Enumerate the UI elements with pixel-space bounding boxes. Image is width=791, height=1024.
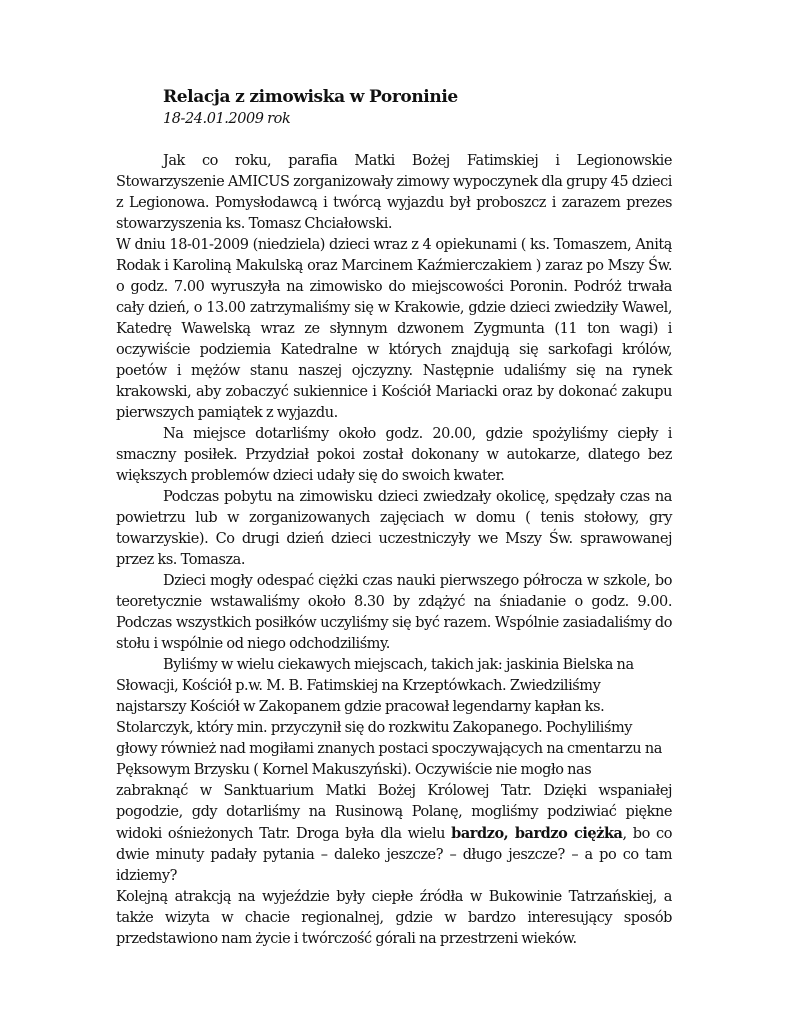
paragraph-5: Dzieci mogły odespać ciężki czas nauki pierwszego półrocza w szkole, bo teoretycznie wstawaliśmy około 8.30 by zdążyć na śniadanie o godz. 9.00. Podczas wszystkich posiłków uczyliśmy się być razem. Wspólnie zasiadaliśmy do stołu i wspólnie od niego odchodziliśmy. xyxy=(116,573,672,652)
paragraph-7-text-start: zabraknąć w Sanktuarium Matki Bożej Królowej Tatr. Dzięki wspaniałej pogodzie, gdy dotarliśmy na Rusinową Polanę, mogliśmy podziwiać piękne widoki ośnieżonych Tatr. Droga była dla wielu xyxy=(116,783,672,842)
emphasis-bold-text: bardzo, bardzo ciężka xyxy=(451,825,623,842)
paragraph-7 xyxy=(116,781,672,887)
paragraph-7-text-end: , bo co dwie minuty padały pytania – daleko jeszcze? – długo jeszcze? – a po co tam idziemy? xyxy=(116,826,672,884)
paragraph-6: Byliśmy w wielu ciekawych miejscach, takich jak: jaskinia Bielska na Słowacji, Kościół p.w. M. B. Fatimskiej na Krzeptówkach. Zwiedziliśmy najstarszy Kościół w Zakopanem gdzie pracował legendarny kapłan ks. Stolarczyk, który min. przyczynił się do rozkwitu Zakopanego. Pochyliliśmy głowy również nad mogiłami znanych postaci spoczywających na cmentarzu na Pęksowym Brzysku ( Kornel Makuszyński). Oczywiście nie mogło nas xyxy=(116,657,662,778)
paragraph-4: Podczas pobytu na zimowisku dzieci zwiedzały okolicę, spędzały czas na powietrzu lub w zorganizowanych zajęciach w domu ( tenis stołowy, gry towarzyskie). Co drugi dzień dzieci uczestniczyły we Mszy Św. sprawowanej przez ks. Tomasza. xyxy=(116,489,672,568)
paragraph-3: Na miejsce dotarliśmy około godz. 20.00, gdzie spożyliśmy ciepły i smaczny posiłek. Przydział pokoi został dokonany w autokarze, dlatego bez większych problemów dzieci udały się do swoich kwater. xyxy=(116,426,672,484)
document-date: 18-24.01.2009 rok xyxy=(163,111,291,127)
paragraph-1: Jak co roku, parafia Matki Bożej Fatimskiej i Legionowskie Stowarzyszenie AMICUS zorganizowały zimowy wypoczynek dla grupy 45 dzieci z Legionowa. Pomysłodawcą i twórcą wyjazdu był proboszcz i zarazem prezes stowarzyszenia ks. Tomasz Chciałowski. xyxy=(116,153,672,232)
document-title: Relacja z zimowiska w Poroninie xyxy=(163,87,458,107)
document-body xyxy=(116,86,672,950)
paragraph-8: Kolejną atrakcją na wyjeździe były ciepłe źródła w Bukowinie Tatrzańskiej, a także wizyta w chacie regionalnej, gdzie w bardzo interesujący sposób przedstawiono nam życie i twórczość górali na przestrzeni wieków. xyxy=(116,889,672,947)
paragraph-2: W dniu 18-01-2009 (niedziela) dzieci wraz z 4 opiekunami ( ks. Tomaszem, Anitą Rodak i Karoliną Makulską oraz Marcinem Kaźmierczakiem ) zaraz po Mszy Św. o godz. 7.00 wyruszyła na zimowisko do miejscowości Poronin. Podróż trwała cały dzień, o 13.00 zatrzymaliśmy się w Krakowie, gdzie dzieci zwiedziły Wawel, Katedrę Wawelską wraz ze słynnym dzwonem Zygmunta (11 ton wagi) i oczywiście podziemia Katedralne w których znajdują się sarkofagi królów, poetów i mężów stanu naszej ojczyzny. Następnie udaliśmy się na rynek krakowski, aby zobaczyć sukiennice i Kościół Mariacki oraz by dokonać zakupu pierwszych pamiątek z wyjazdu. xyxy=(116,237,672,421)
